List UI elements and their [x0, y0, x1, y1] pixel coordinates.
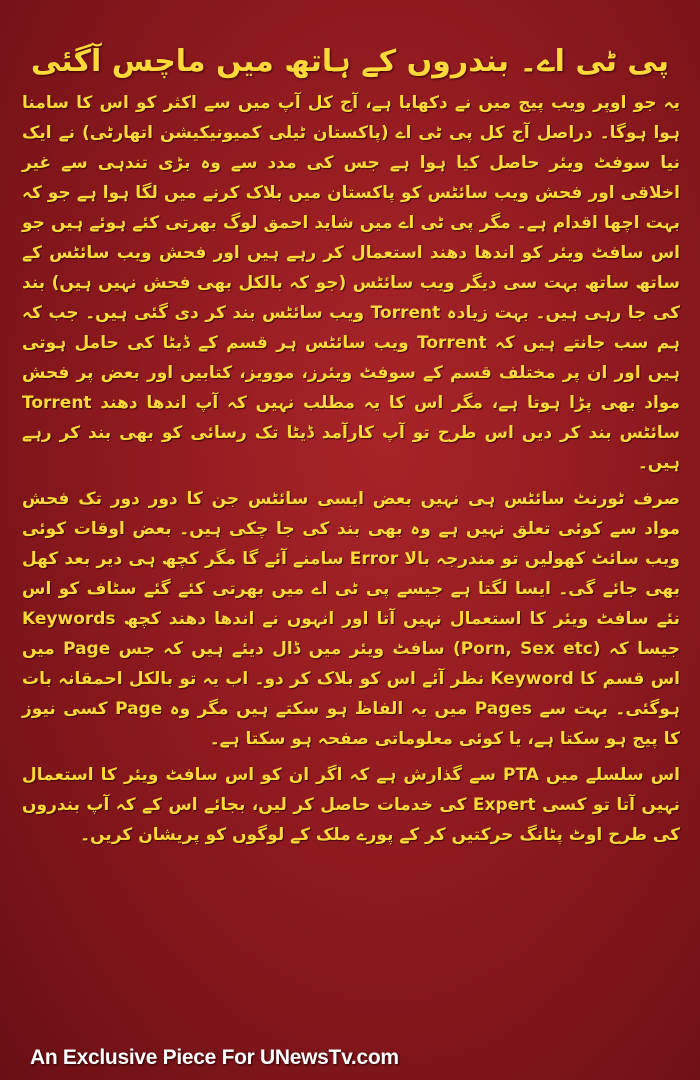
page-title: پی ٹی اے۔ بندروں کے ہاتھ میں ماچس آگئی [30, 44, 670, 80]
article-paragraph-2: صرف ٹورنٹ سائٹس ہی نہیں بعض ایسی سائٹس جن کا دور دور تک فحش مواد سے کوئی تعلق نہیں ہے وہ بھی بند کی جا چکی ہیں۔ بعض اوقات کوئی ویب سائٹ کھولیں تو مندرجہ بالا Error سامنے آئے گا مگر کچھ ہی دیر بعد کھل بھی جائے گی۔ ایسا لگتا ہے جیسے پی ٹی اے میں بھرتی کئے گئے سٹاف کو اس نئے سافٹ ویئر کا استعمال نہیں آتا اور انہوں نے اندھا دھند کچھ Keywords جیسا کہ (Porn, Sex etc) سافٹ ویئر میں ڈال دیئے ہیں کہ جس Page میں اس قسم کا Keyword نظر آئے اس کو بلاک کر دو۔ اب یہ تو بالکل احمقانہ بات ہوگئی۔ بہت سے Pages میں یہ الفاظ ہو سکتے ہیں مگر وہ Page کسی نیوز کا پیج ہو سکتا ہے، یا کوئی معلوماتی صفحہ ہو سکتا ہے۔ [22, 489, 680, 749]
footer-credit: An Exclusive Piece For UNewsTv.com [30, 1046, 399, 1069]
article-paragraph-3: اس سلسلے میں PTA سے گذارش ہے کہ اگر ان کو اس سافٹ ویئر کا استعمال نہیں آتا تو کسی Expert کی خدمات حاصل کر لیں، بجائے اس کے کہ آپ بندروں کی طرح اوٹ پٹانگ حرکتیں کر کے پورے ملک کے لوگوں کو پریشان کریں۔ [22, 765, 680, 845]
article-body [22, 88, 680, 850]
article-paragraph-1: یہ جو اوپر ویب پیج میں نے دکھایا ہے، آج کل آپ میں سے اکثر کو اس کا سامنا ہوا ہوگا۔ دراصل آج کل پی ٹی اے (پاکستان ٹیلی کمیونیکیشن اتھارٹی) نے ایک نیا سوفٹ ویئر حاصل کیا ہوا ہے جس کی مدد سے وہ بڑی تندہی سے غیر اخلاقی اور فحش ویب سائٹس کو پاکستان میں بلاک کرنے میں لگا ہوا ہے جو کہ بہت اچھا اقدام ہے۔ مگر پی ٹی اے میں شاید احمق لوگ بھرتی کئے ہوئے ہیں جو اس سافٹ ویئر کو اندھا دھند استعمال کر رہے ہیں اور فحش ویب سائٹس کے ساتھ ساتھ بہت سی دیگر ویب سائٹس (جو کہ بالکل بھی فحش نہیں ہیں) بند کی جا رہی ہیں۔ بہت زیادہ Torrent ویب سائٹس بند کر دی گئی ہیں۔ جب کہ ہم سب جانتے ہیں کہ Torrent ویب سائٹس ہر قسم کے ڈیٹا کی حامل ہوتی ہیں اور ان پر مختلف قسم کے سوفٹ ویئرز، موویز، کتابیں اور بعض پر فحش مواد بھی پڑا ہوتا ہے، مگر اس کا یہ مطلب نہیں کہ آپ اندھا دھند Torrent سائٹس بند کر دیں اس طرح تو آپ کارآمد ڈیٹا تک رسائی کو بھی بند کر رہے ہیں۔ [22, 93, 681, 473]
